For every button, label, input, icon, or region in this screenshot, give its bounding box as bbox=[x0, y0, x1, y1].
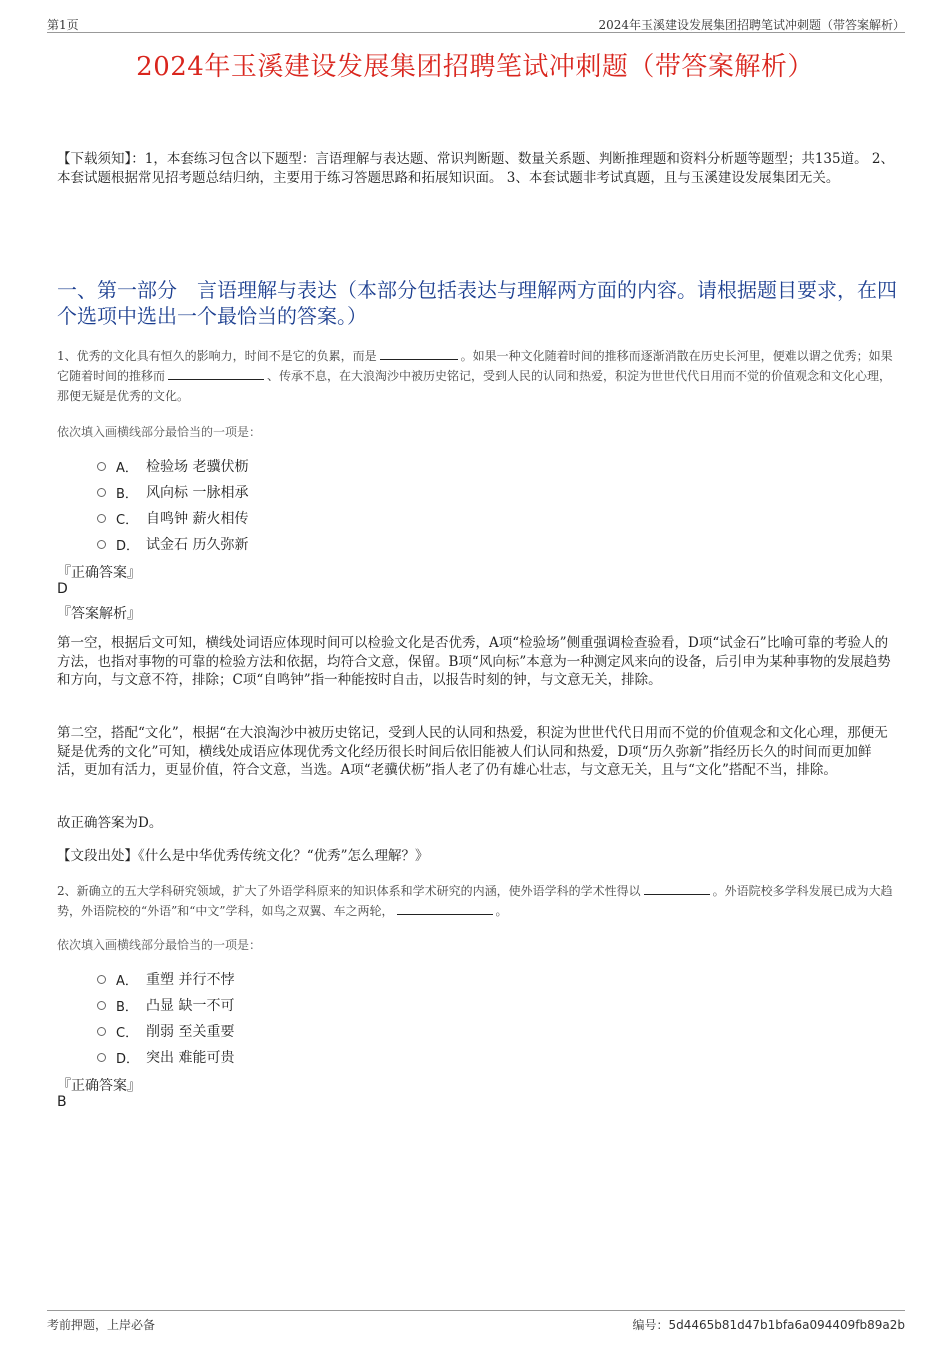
radio-button[interactable] bbox=[97, 540, 106, 549]
answer-blank bbox=[644, 882, 710, 895]
page-header bbox=[47, 14, 905, 33]
question-1-stem: 1、优秀的文化具有恒久的影响力，时间不是它的负累，而是 。如果一种文化随着时间的推移而逐渐消散在历史长河里，便难以谓之优秀；如果它随着时间的推移而 、传承不息，在大浪淘沙中被历史铭记，受到人民的认同和热爱，积淀为世世代代日用而不觉的价值观念和文化心理，那便无疑是优秀的文化。 bbox=[57, 349, 893, 403]
page-number: 第1页 bbox=[47, 18, 79, 32]
answer-blank bbox=[380, 347, 458, 360]
correct-answer: B bbox=[57, 1094, 67, 1110]
radio-button[interactable] bbox=[97, 514, 106, 523]
analysis-label: 『答案解析』 bbox=[57, 606, 141, 622]
footer-slogan: 考前押题，上岸必备 bbox=[47, 1318, 156, 1332]
radio-button[interactable] bbox=[97, 488, 106, 497]
download-notice: 【下载须知】：1，本套练习包含以下题型：言语理解与表达题、常识判断题、数量关系题、判断推理题和资料分析题等题型；共135道。 2、本套试题根据常见招考题总结归纳，主要用于练习答题思路和拓展知识面。 3、本套试题非考试真题，且与玉溪建设发展集团无关。 bbox=[57, 151, 894, 186]
section-heading: 一、第一部分 言语理解与表达（本部分包括表达与理解两方面的内容。请根据题目要求，在四个选项中选出一个最恰当的答案。） bbox=[57, 278, 897, 328]
option-b[interactable]: B． 凸显 缺一不可 bbox=[97, 992, 234, 1018]
radio-button[interactable] bbox=[97, 1001, 106, 1010]
radio-button[interactable] bbox=[97, 462, 106, 471]
option-a[interactable]: A． 检验场 老骥伏枥 bbox=[97, 453, 248, 479]
radio-button[interactable] bbox=[97, 1027, 106, 1036]
document-title: 2024年玉溪建设发展集团招聘笔试冲刺题（带答案解析） bbox=[136, 52, 814, 82]
option-c[interactable]: C． 削弱 至关重要 bbox=[97, 1018, 234, 1044]
correct-answer-label: 『正确答案』 bbox=[57, 565, 141, 581]
option-a[interactable]: A． 重塑 并行不悖 bbox=[97, 966, 234, 992]
analysis-paragraph: 第一空，根据后文可知，横线处词语应体现时间可以检验文化是否优秀，A项“检验场”侧重强调检查验看，D项“试金石”比喻可靠的考验人的方法，也指对事物的可靠的检验方法和依据，均符合文意，保留。B项“风向标”本意为一种测定风来向的设备，后引申为某种事物的发展趋势和方向，与文意不符，排除；C项“自鸣钟”指一种能按时自击，以报告时刻的钟，与文意无关，排除。 bbox=[57, 635, 891, 688]
header-doc-title: 2024年玉溪建设发展集团招聘笔试冲刺题（带答案解析） bbox=[598, 18, 905, 32]
option-d[interactable]: D． 试金石 历久弥新 bbox=[97, 531, 248, 557]
question-2-prompt: 依次填入画横线部分最恰当的一项是： bbox=[57, 938, 262, 952]
correct-answer-label: 『正确答案』 bbox=[57, 1078, 141, 1094]
question-1-options bbox=[97, 453, 248, 557]
question-1-prompt: 依次填入画横线部分最恰当的一项是： bbox=[57, 425, 262, 439]
correct-answer: D bbox=[57, 581, 68, 597]
answer-blank bbox=[397, 902, 493, 915]
answer-blank bbox=[168, 367, 264, 380]
option-d[interactable]: D． 突出 难能可贵 bbox=[97, 1044, 234, 1070]
source-citation: 【文段出处】《什么是中华优秀传统文化？“优秀”怎么理解？》 bbox=[57, 848, 429, 864]
analysis-paragraph: 第二空，搭配“文化”，根据“在大浪淘沙中被历史铭记，受到人民的认同和热爱，积淀为世世代代日用而不觉的价值观念和文化心理，那便无疑是优秀的文化”可知，横线处成语应体现优秀文化经历很长时间后依旧能被人们认同和热爱，D项“历久弥新”指经历长久的时间而更加鲜活，更加有活力，更显价值，符合文意，当选。A项“老骥伏枥”指人老了仍有雄心壮志，与文意无关，且与“文化”搭配不当，排除。 bbox=[57, 725, 888, 778]
question-2-stem: 2、新确立的五大学科研究领域，扩大了外语学科原来的知识体系和学术研究的内涵，使外语学科的学术性得以 。外语院校多学科发展已成为大趋势，外语院校的“外语”和“中文”学科，如鸟之双翼、车之两轮， 。 bbox=[57, 884, 893, 918]
page-footer bbox=[47, 1310, 905, 1335]
question-2-options bbox=[97, 966, 234, 1070]
option-b[interactable]: B． 风向标 一脉相承 bbox=[97, 479, 248, 505]
radio-button[interactable] bbox=[97, 975, 106, 984]
document-code: 编号：5d4465b81d47b1bfa6a094409fb89a2b bbox=[632, 1318, 905, 1332]
radio-button[interactable] bbox=[97, 1053, 106, 1062]
option-c[interactable]: C． 自鸣钟 薪火相传 bbox=[97, 505, 248, 531]
analysis-conclusion: 故正确答案为D。 bbox=[57, 815, 163, 831]
